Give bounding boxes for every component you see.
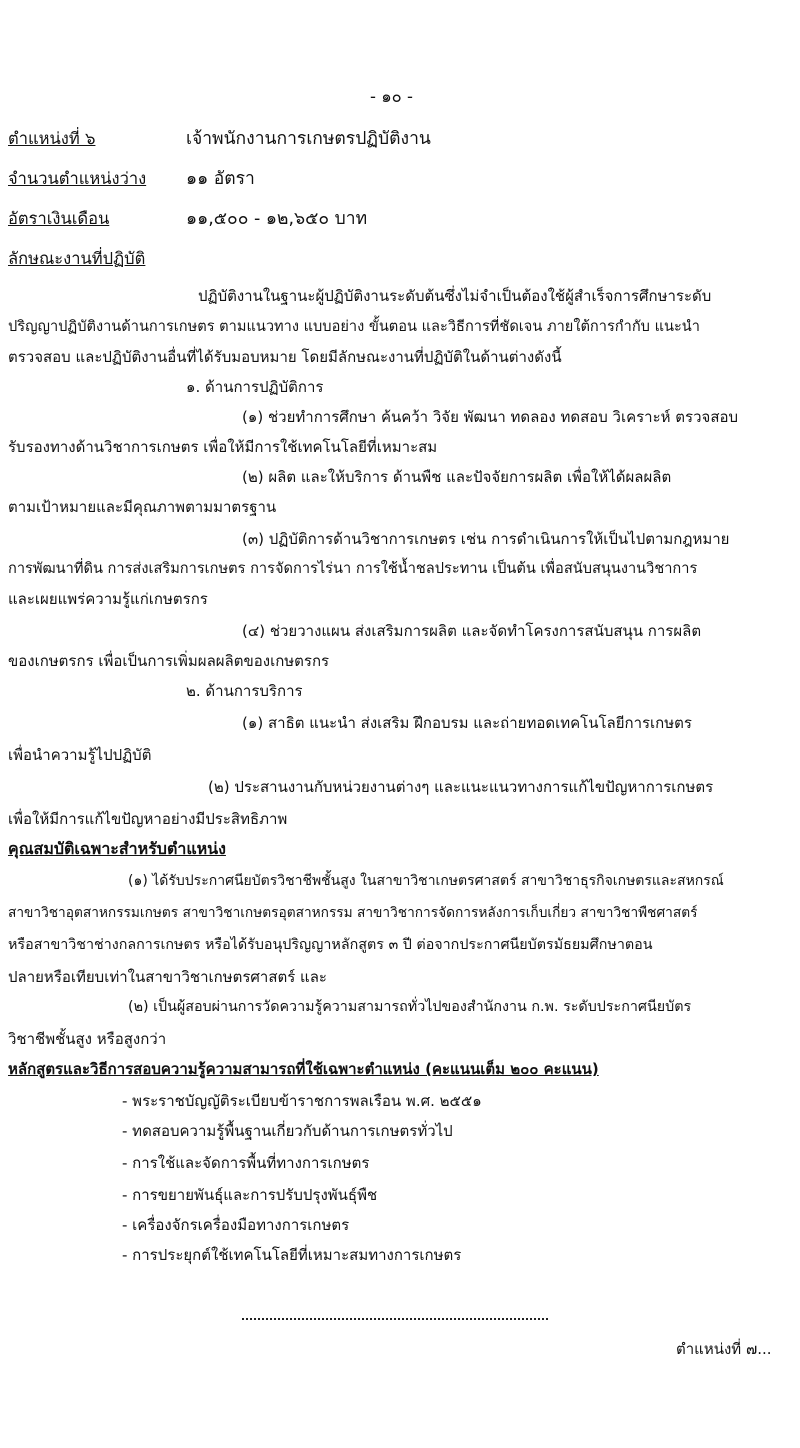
qualification-2: (๒) เป็นผู้สอบผ่านการวัดความรู้ความสามารถทั่วไปของสำนักงาน ก.พ. ระดับประกาศนียบัตร bbox=[128, 999, 692, 1015]
next-page-ref: ตำแหน่งที่ ๗... bbox=[676, 1340, 772, 1358]
vacancies-value: ๑๑ อัตรา bbox=[186, 169, 255, 189]
duty-1-2-cont: ตามเป้าหมายและมีคุณภาพตามมาตรฐาน bbox=[8, 498, 277, 516]
position-value: เจ้าพนักงานการเกษตรปฏิบัติงาน bbox=[186, 129, 431, 149]
duties-intro-line: ปริญญาปฏิบัติงานด้านการเกษตร ตามแนวทาง แบบอย่าง ขั้นตอน และวิธีการที่ชัดเจน ภายใต้การกำกับ แนะนำ bbox=[8, 318, 700, 335]
position-label: ตำแหน่งที่ ๖ bbox=[8, 129, 96, 148]
exam-item: - พระราชบัญญัติระเบียบข้าราชการพลเรือน พ.ศ. ๒๕๕๑ bbox=[122, 1092, 482, 1110]
vacancies-label: จำนวนตำแหน่งว่าง bbox=[8, 169, 147, 188]
duties-heading: ลักษณะงานที่ปฏิบัติ bbox=[8, 249, 146, 268]
duty-2-1-cont: เพื่อนำความรู้ไปปฏิบัติ bbox=[8, 746, 152, 764]
exam-item: - การประยุกต์ใช้เทคโนโลยีที่เหมาะสมทางการเกษตร bbox=[122, 1246, 462, 1264]
qualification-1-cont: สาขาวิชาอุตสาหกรรมเกษตร สาขาวิชาเกษตรอุตสาหกรรม สาขาวิชาการจัดการหลังการเก็บเกี่ยว สาขาวิชาพืชศาสตร์ bbox=[8, 905, 698, 921]
duty-1-2: (๒) ผลิต และให้บริการ ด้านพืช และปัจจัยการผลิต เพื่อให้ได้ผลผลิต bbox=[242, 468, 672, 486]
duties-intro-line: ตรวจสอบ และปฏิบัติงานอื่นที่ได้รับมอบหมาย โดยมีลักษณะงานที่ปฏิบัติในด้านต่างดังนี้ bbox=[8, 348, 562, 366]
exam-item: - การใช้และจัดการพื้นที่ทางการเกษตร bbox=[122, 1154, 370, 1172]
exam-item: - การขยายพันธุ์และการปรับปรุงพันธุ์พืช bbox=[122, 1186, 378, 1204]
duty-2-1: (๑) สาธิต แนะนำ ส่งเสริม ฝึกอบรม และถ่ายทอดเทคโนโลยีการเกษตร bbox=[242, 714, 692, 732]
duty-1-4: (๔) ช่วยวางแผน ส่งเสริมการผลิต และจัดทำโครงการสนับสนุน การผลิต bbox=[242, 622, 702, 640]
duty-1-3: (๓) ปฏิบัติการด้านวิชาการเกษตร เช่น การดำเนินการให้เป็นไปตามกฎหมาย bbox=[242, 530, 730, 548]
qualification-1-cont: ปลายหรือเทียบเท่าในสาขาวิชาเกษตรศาสตร์ และ bbox=[8, 968, 327, 986]
duty-1-1-cont: รับรองทางด้านวิชาการเกษตร เพื่อให้มีการใช้เทคโนโลยีที่เหมาะสม bbox=[8, 438, 438, 456]
exam-item: - เครื่องจักรเครื่องมือทางการเกษตร bbox=[122, 1216, 350, 1234]
exam-item: - ทดสอบความรู้พื้นฐานเกี่ยวกับด้านการเกษตรทั่วไป bbox=[122, 1122, 453, 1140]
duties-intro-line: ปฏิบัติงานในฐานะผู้ปฏิบัติงานระดับต้นซึ่งไม่จำเป็นต้องใช้ผู้สำเร็จการศึกษาระดับ bbox=[198, 287, 712, 305]
exam-heading: หลักสูตรและวิธีการสอบความรู้ความสามารถที่ใช้เฉพาะตำแหน่ง (คะแนนเต็ม ๒๐๐ คะแนน) bbox=[8, 1060, 599, 1078]
duty-2-2-cont: เพื่อให้มีการแก้ไขปัญหาอย่างมีประสิทธิภาพ bbox=[8, 810, 288, 828]
section-2-title: ๒. ด้านการบริการ bbox=[186, 682, 303, 700]
duty-1-3-cont: การพัฒนาที่ดิน การส่งเสริมการเกษตร การจัดการไร่นา การใช้น้ำชลประทาน เป็นต้น เพื่อสนับสนุนงานวิชาการ bbox=[8, 560, 698, 577]
qualifications-heading: คุณสมบัติเฉพาะสำหรับตำแหน่ง bbox=[8, 839, 226, 858]
qualification-2-cont: วิชาชีพชั้นสูง หรือสูงกว่า bbox=[8, 1030, 167, 1048]
duty-1-3-cont: และเผยแพร่ความรู้แก่เกษตรกร bbox=[8, 590, 208, 608]
qualification-1: (๑) ได้รับประกาศนียบัตรวิชาชีพชั้นสูง ในสาขาวิชาเกษตรศาสตร์ สาขาวิชาธุรกิจเกษตรและสหกรณ์ bbox=[128, 873, 724, 889]
duty-2-2: (๒) ประสานงานกับหน่วยงานต่างๆ และแนะแนวทางการแก้ไขปัญหาการเกษตร bbox=[208, 778, 714, 796]
duty-1-1: (๑) ช่วยทำการศึกษา ค้นคว้า วิจัย พัฒนา ทดลอง ทดสอบ วิเคราะห์ ตรวจสอบ bbox=[242, 408, 739, 426]
dotted-separator bbox=[242, 1316, 548, 1320]
section-1-title: ๑. ด้านการปฏิบัติการ bbox=[186, 378, 324, 396]
duty-1-4-cont: ของเกษตรกร เพื่อเป็นการเพิ่มผลผลิตของเกษตรกร bbox=[8, 652, 330, 670]
salary-label: อัตราเงินเดือน bbox=[8, 209, 110, 228]
qualification-1-cont: หรือสาขาวิชาช่างกลการเกษตร หรือได้รับอนุปริญญาหลักสูตร ๓ ปี ต่อจากประกาศนียบัตรมัธยมศึกษาตอน bbox=[8, 937, 653, 953]
page-number: - ๑๐ - bbox=[370, 87, 413, 106]
salary-value: ๑๑,๕๐๐ - ๑๒,๖๕๐ บาท bbox=[186, 209, 368, 229]
